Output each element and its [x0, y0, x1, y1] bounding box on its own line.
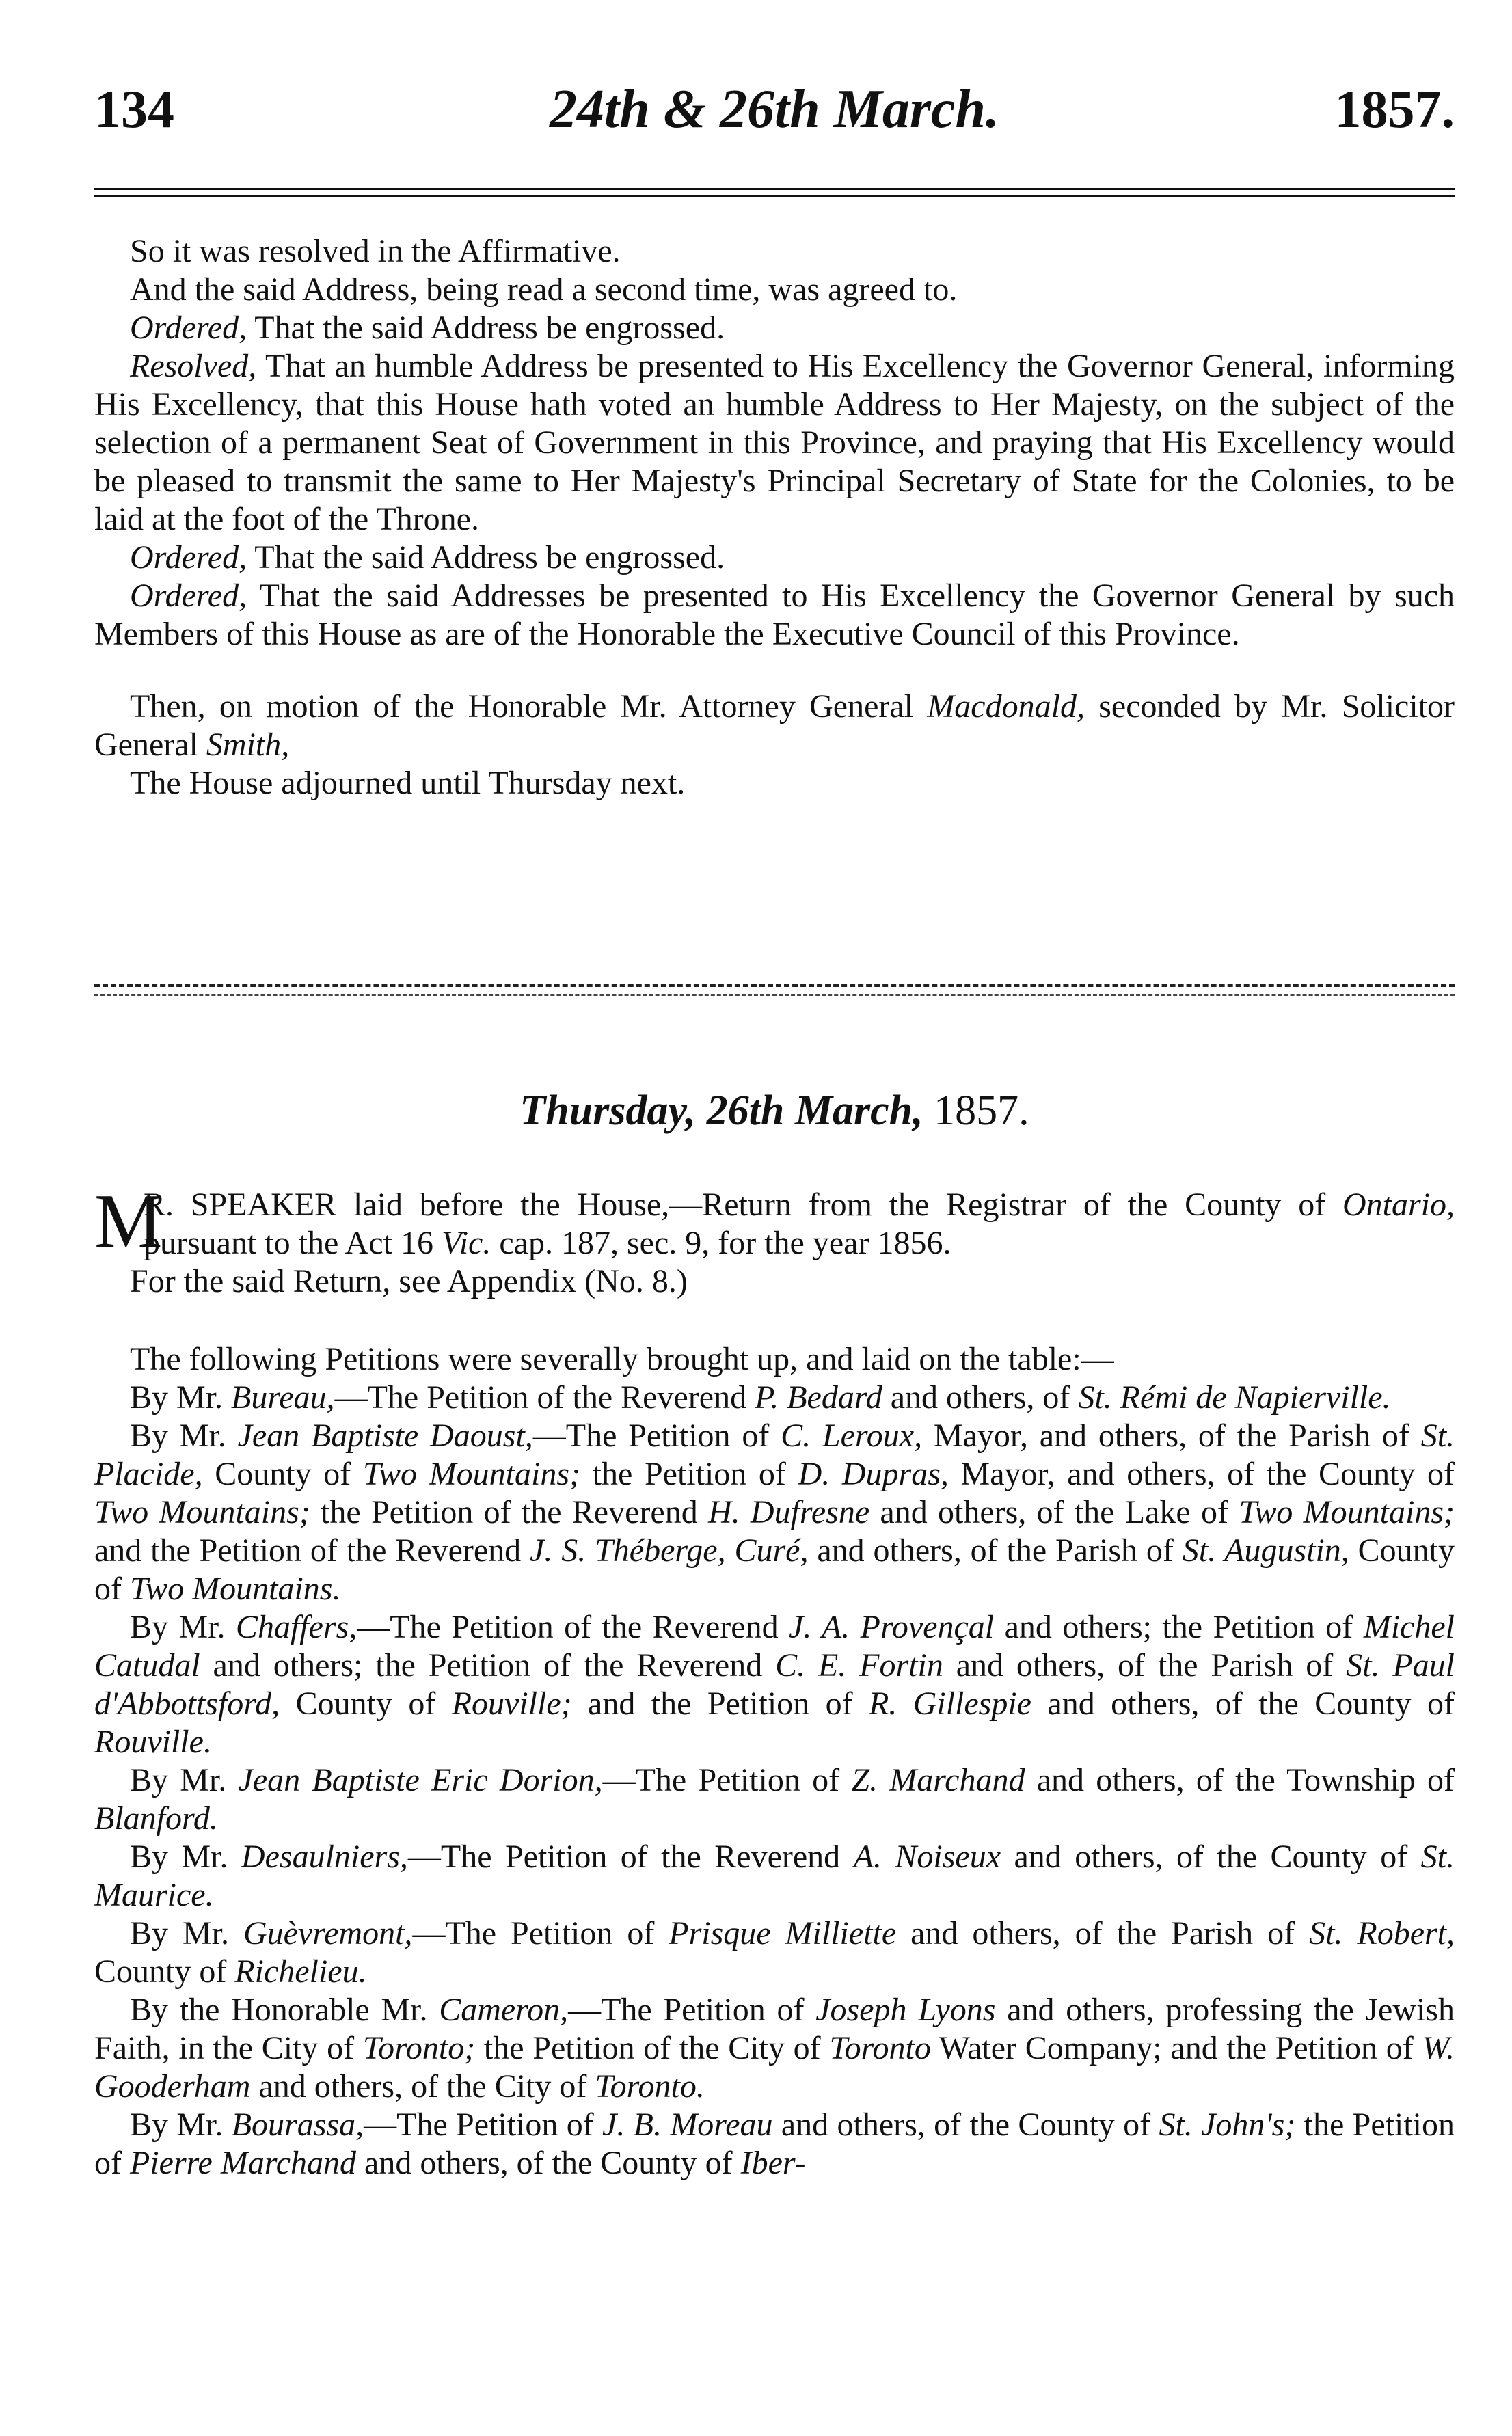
petition-name: R. Gillespie [868, 1686, 1031, 1722]
petition-text: By Mr. [130, 1839, 241, 1875]
petition-bureau [94, 1379, 1455, 1417]
petition-text: and others, of the Parish of [943, 1647, 1347, 1683]
petition-name: Toronto; [362, 2030, 476, 2066]
drop-cap: M [94, 1179, 163, 1264]
top-section [94, 232, 1455, 802]
petition-text: —The Petition of [364, 2107, 603, 2143]
header-rule [94, 188, 1455, 197]
petition-name: Pierre Marchand [129, 2145, 357, 2181]
petition-text: and others, of the Lake of [869, 1494, 1239, 1530]
petition-text: By Mr. [130, 1762, 239, 1798]
petition-name: Toronto. [595, 2068, 705, 2105]
speaker-paragraph [94, 1179, 1455, 1264]
petition-text: By the Honorable Mr. [130, 1992, 440, 2028]
page-number: 134 [94, 79, 174, 139]
resolved-line: So it was resolved in the Affirmative. [130, 233, 621, 269]
petition-name: H. Dufresne [707, 1494, 870, 1530]
resolved-text: That an humble Address be presented to His Excellency the Governor General, informing His Excellency, that this House hath voted an humble Address to Her Majesty, on the subject of the selection of a permanent Seat of Government in this Province, and praying that His Excellency would be pleased to transmit the same to Her Majesty's Principal Secretary of State for the Colonies, to be laid at the foot of the Throne. [94, 348, 1455, 537]
ordered-text: That the said Address be engrossed. [254, 310, 725, 346]
petition-text: —The Petition of [532, 1418, 781, 1454]
petition-text: —The Petition of the Reverend [357, 1609, 789, 1645]
petition-name: D. Dupras, [798, 1456, 949, 1492]
petition-text: and the Petition of the Reverend [94, 1532, 530, 1569]
petition-name: St. Maurice. [94, 1839, 1455, 1913]
petition-text: By Mr. [130, 1418, 238, 1454]
petition-text: Water Company; and the Petition of [930, 2030, 1422, 2066]
petition-name: Bourassa, [231, 2107, 364, 2143]
vic-abbrev: Vic. [441, 1225, 491, 1261]
motion-paragraph [94, 688, 1455, 764]
petition-text: and others, of the Parish of [808, 1532, 1183, 1569]
petition-text: County of [202, 1456, 363, 1492]
petition-name: Chaffers, [235, 1609, 357, 1645]
petition-text: County of [94, 1532, 1455, 1607]
petition-dorion [94, 1761, 1455, 1838]
petition-name: P. Bedard [755, 1379, 882, 1416]
ordered-engrossed-line-2 [94, 539, 1455, 577]
petition-daoust [94, 1417, 1455, 1608]
running-title: 24th & 26th March. [550, 79, 999, 139]
petition-name: Rouville; [451, 1686, 572, 1722]
ordered-label-2: Ordered, [130, 539, 247, 576]
ordered-text-2: That the said Address be engrossed. [254, 539, 725, 576]
petition-name: Jean Baptiste Daoust, [237, 1418, 533, 1454]
petition-name: Toronto [829, 2030, 931, 2066]
petition-text: and others, of the County of [356, 2145, 741, 2181]
petition-name: Z. Marchand [851, 1762, 1025, 1798]
petition-name: Joseph Lyons [815, 1992, 996, 2028]
heading-date: 26th March, [706, 1087, 923, 1134]
petition-text: and others; the Petition of [994, 1609, 1364, 1645]
address-agreed-line: And the said Address, being read a second time, was agreed to. [130, 271, 958, 308]
petition-name: J. S. Théberge, Curé, [530, 1532, 809, 1569]
petition-desaulniers [94, 1838, 1455, 1914]
petition-text: and others; the Petition of the Reverend [200, 1647, 776, 1683]
petition-name: Rouville. [94, 1724, 212, 1760]
petition-name: Richelieu. [234, 1953, 367, 1990]
petition-text: the Petition of [94, 2107, 1455, 2181]
petition-text: —The Petition of [412, 1915, 669, 1951]
petition-text: Mayor, and others, of the Parish of [922, 1418, 1421, 1454]
petition-text: and others, professing the Jewish Faith, in the City of [94, 1992, 1455, 2066]
petition-name: Iber- [740, 2145, 806, 2181]
petition-text: the Petition of [580, 1456, 798, 1492]
petition-name: Guèvremont, [243, 1915, 413, 1951]
petition-name: St. John's; [1159, 2107, 1296, 2143]
petition-name: Two Mountains; [94, 1494, 310, 1530]
petitions-intro: The following Petitions were severally brought up, and laid on the table:— [130, 1341, 1114, 1377]
petition-name: Michel Catudal [94, 1609, 1455, 1683]
petitions-list [94, 1379, 1455, 2182]
petition-name: C. E. Fortin [775, 1647, 943, 1683]
header-year: 1857. [1334, 79, 1455, 139]
adjourned-line: The House adjourned until Thursday next. [130, 765, 686, 801]
petition-name: Bureau, [231, 1379, 335, 1416]
motion-mid: seconded by Mr. Solicitor General [94, 688, 1455, 763]
petition-text: —The Petition of [602, 1762, 852, 1798]
petition-text: the Petition of the City of [475, 2030, 830, 2066]
ordered-presented-text: That the said Addresses be presented to His Excellency the Governor General by such Members of this House as are of the Honorable the Executive Council of this Province. [94, 578, 1455, 652]
petition-text: and others, of the County of [1031, 1686, 1455, 1722]
petition-name: A. Noiseux [853, 1839, 1001, 1875]
petition-text: Mayor, and others, of the County of [948, 1456, 1455, 1492]
petition-text: —The Petition of the Reverend [407, 1839, 854, 1875]
petition-name: J. A. Provençal [789, 1609, 995, 1645]
petition-name: Two Mountains. [129, 1571, 341, 1607]
petition-text: and others, of [882, 1379, 1079, 1416]
petition-text: County of [280, 1686, 452, 1722]
petition-name: Desaulniers, [241, 1839, 408, 1875]
speaker-text-a: R. SPEAKER laid before the House,—Return from the Registrar of the County of [144, 1187, 1326, 1223]
section-heading [94, 1083, 1455, 1138]
petition-name: St. Paul d'Abbottsford, [94, 1647, 1455, 1722]
petition-name: St. Robert, [1309, 1915, 1455, 1951]
petition-guevremont [94, 1914, 1455, 1991]
petition-text: and others, of the County of [772, 2107, 1159, 2143]
petition-text: and others, of the Township of [1025, 1762, 1455, 1798]
petition-name: Two Mountains; [1239, 1494, 1455, 1530]
petition-text: the Petition of the Reverend [310, 1494, 708, 1530]
petition-name: J. B. Moreau [602, 2107, 773, 2143]
petition-text: and others, of the City of [250, 2068, 595, 2105]
ordered-label: Ordered, [130, 310, 247, 346]
bottom-section [94, 1179, 1455, 2182]
petition-name: Jean Baptiste Eric Dorion, [238, 1762, 603, 1798]
motion-name-2: Smith, [206, 727, 290, 763]
petition-name: C. Leroux, [781, 1418, 923, 1454]
petition-name: W. Gooderham [94, 2030, 1455, 2105]
petition-text: By Mr. [130, 1915, 243, 1951]
heading-year: 1857. [934, 1087, 1029, 1134]
page-header [94, 75, 1455, 144]
motion-name-1: Macdonald, [927, 688, 1085, 725]
heading-day: Thursday, [519, 1087, 697, 1134]
petition-text: and others, of the Parish of [896, 1915, 1310, 1951]
petition-name: Prisque Milliette [669, 1915, 897, 1951]
petition-text: County of [94, 1953, 235, 1990]
petition-text: —The Petition of [568, 1992, 816, 2028]
petition-text: and others, of the County of [1001, 1839, 1421, 1875]
petition-name: Blanford. [94, 1800, 218, 1837]
petition-name: Cameron, [439, 1992, 569, 2028]
speaker-text-b: pursuant to the Act 16 [144, 1225, 433, 1261]
return-note: For the said Return, see Appendix (No. 8.) [130, 1263, 688, 1299]
section-divider [94, 984, 1455, 996]
petition-name: St. Augustin, [1182, 1532, 1349, 1569]
ordered-label-3: Ordered, [130, 578, 247, 614]
petition-name: St. Rémi de Napierville. [1078, 1379, 1391, 1416]
resolved-paragraph [94, 347, 1455, 539]
speaker-text-c: cap. 187, sec. 9, for the year 1856. [499, 1225, 951, 1261]
petition-cameron [94, 1991, 1455, 2106]
petition-text: By Mr. [130, 2107, 232, 2143]
motion-pre: Then, on motion of the Honorable Mr. Attorney General [130, 688, 914, 725]
petition-text: and the Petition of [571, 1686, 869, 1722]
petition-bourassa [94, 2106, 1455, 2182]
resolved-label: Resolved, [130, 348, 257, 384]
ontario-name: Ontario, [1342, 1187, 1455, 1223]
ordered-presented-paragraph [94, 577, 1455, 653]
ordered-engrossed-line [94, 309, 1455, 347]
petition-chaffers [94, 1608, 1455, 1761]
petition-name: St. Placide, [94, 1418, 1455, 1492]
petition-text: By Mr. [130, 1609, 236, 1645]
petition-text: —The Petition of the Reverend [334, 1379, 755, 1416]
petition-name: Two Mountains; [362, 1456, 581, 1492]
petition-text: By Mr. [130, 1379, 232, 1416]
